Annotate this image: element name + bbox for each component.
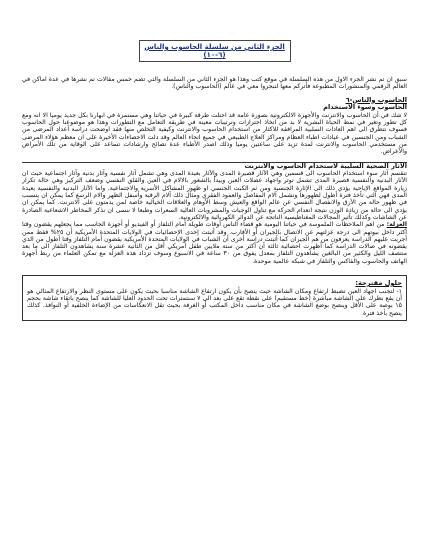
document-page: [22, 18, 407, 543]
solution-item-1: ١- لتجنب اجهاد العين تضبط ارتفاع ومكان الشاشة حيث ينصح بأن يكون ارتفاع الشاشة مناسبا بحيث يكون على مستوى النظر والارتفاع المثالي هو أن يقع نظرك على الشاشة مباشرة (خط مستقيم) على نقطة تقع على بعد الى ٧ سنتمترات تحت الحدود العليا للشاشة كما ينصح باتقاء شاشة بحجم ١٥ بوصة على الأقل وينصح بوضع الشاشة في مكان مناسب داخل المكتب أو الغرفة بحيث تقل الانعكاسات من الإضاءة الخلفية أو النوافذ. كذلك ينصح بأخذ فترة: [27, 287, 402, 317]
isolation-paragraph: [22, 221, 407, 265]
section2-heading: الآثار الصحية السلبية لاستخدام الحاسوب والانترنت: [244, 161, 407, 170]
section1-heading: الحاسوب وسوء الاستخدام: [323, 103, 407, 112]
isolation-text: من اهم الملاحظات الملموسة في حياتنا اليومية هو قضاء الناس أوقات طويلة أمام التلفاز أو الفيديو أو أجهزة الحاسب مما يجعلهم يقضون وقتا أكثر داخل بيوتهم الى درجة عزلتهم عن الاتصال بالجيران أو الأقارب. وقد أثبتت إحدى الإحصائيات في الولايات المتحدة الأمريكية أن ٢٥% فقط ممن أجريت عليهم الدراسة يعرفون من هم الجيران كما أثبتت دراسة أخرى أن الشباب في الولايات المتحدة الأمريكية يقضون أمام التلفاز وقتا أطول من الذي يقضونه في صالات الدراسة كما أظهرت احصائية ثالثة أن أكثر من ستة ملايين طفل أمريكي أقل من الثانية عشرة سنة يشاهدون التلفاز الى ما بعد منتصف الليل والكثير من البالغين يشاهدون التلفاز بمعدل يفوق من ٣٠ ساعة في الاسبوع وسوف تزداد هذه العزلة مع تمكن العلماء من ربط أجهزة الهاتف والحاسوب والفاكس والتلفاز في شبكة عالمية موحدة.: [22, 221, 407, 265]
solutions-box: [22, 275, 407, 321]
intro-paragraph: سبق ان تم نشر الجزء الاول من هذه السلسلة في موقع كتب وهذا هو الجزء الثاني من السلسلة والتي تضم خمس مقالات تم نشرها في عدة اماكن في العالم الرقمي والمنشورات المطبوعة فأتركم معها لتبحروا معي في عالم (الحاسوب والناس).: [22, 76, 407, 91]
section1-body: لا شك في أن الحاسوب والانترنت والأجهزة الالكترونية بصورة عامة قد احتلت طرقة كبيرة في حياتنا وهي مستمرة في ابهارنا بكل جديد يوميا الا انه ومع كل تطور وتغير في نمط الحياة البشرية لا بد من اتخاذ احترازات وترتيبات معينة في طريقة التعامل مع التطورات وهذا هو موضوعنا حول الحاسوب فسوف نتطرق الى اهم العادات السلبية المرافقة للاكثار من استخدام الحاسوب والانترنت وكيفية التخلص منها فقد اوضحت دراسة أعداد المرضى من الشباب ومن الجنسين في عيادات اطباء العظام ومراكز العلاج الطبيعي في جميع انحاء العالم وقد دلت الاحصاءات الأخيرة على ان معظم هؤلاء المرضى من مستخدمي الحاسوب والانترنت لمدة تزيد على ساعتين يوميا وذلك اصدر الأطباء عدة نصائح وارشادات تساعد على الوقاية من تلك الأمراض والأعراض.: [22, 111, 407, 156]
isolation-label: العزلة:: [386, 221, 407, 229]
section2-body: تنقسم آثار سوء استخدام الحاسوب الى قسمين وهي الآثار قصيرة المدى والآثار بعيدة المدى وهي تشمل آثار نفسية وآثار بدنية وآثار اجتماعية حيث ان الآثار البدنية والنفسية قصيرة المدى تشمل توتر واجهاد عضلات العين وبيدأ بالشعور بالالام في العين والقلق النفسي وضعف التركيز وهي حالة تكرار زيارة المواقع الإباحية يؤدي ذلك الى الإثارة الجنسية ومن ثم الكبت الجنسي او ظهور المشاكل الأسرية والاجتماعية. واما الآثار البدنية والنفسية بعيدة المدى فهي التي تأخذ فترة أطول لظهورها وتشمل آلام المفاصل والعمود الفقري ومثال ذلك آلام الرقبة وأسفل الظهر والام الرسغ كما يمكن ان يتسبب في ظهور حالة من الأرق والانفصال النفسي عن عالم الواقع والعيش وسط الأوهام والعلاقات الخيالية خاصة لمن يدمنون على الانترنت. كما يمكن ان يؤدي الى حالة من زيادة الوزن نتيجة انعدام الحركة مع تناول الوجبات والمشروبات العالية السعرات وطبعا لا ننسى ان نذكر المخاطر الاشعاعية الصادرة عن الشاشات وكذلك تأثير المجالات المغناطيسية الناتجة عن الدوائر الكهربائية والالكترونية.: [22, 170, 407, 221]
section-health-effects: [22, 162, 407, 265]
section3-heading: حلول مقترحة:: [355, 279, 402, 288]
document-title: الجزء الثاني من سلسلة الحاسوب والناس (٦-١٠): [139, 40, 291, 62]
section1-kicker: الحاسوب والناس-٦: [345, 95, 407, 104]
section-misuse: [22, 97, 407, 156]
